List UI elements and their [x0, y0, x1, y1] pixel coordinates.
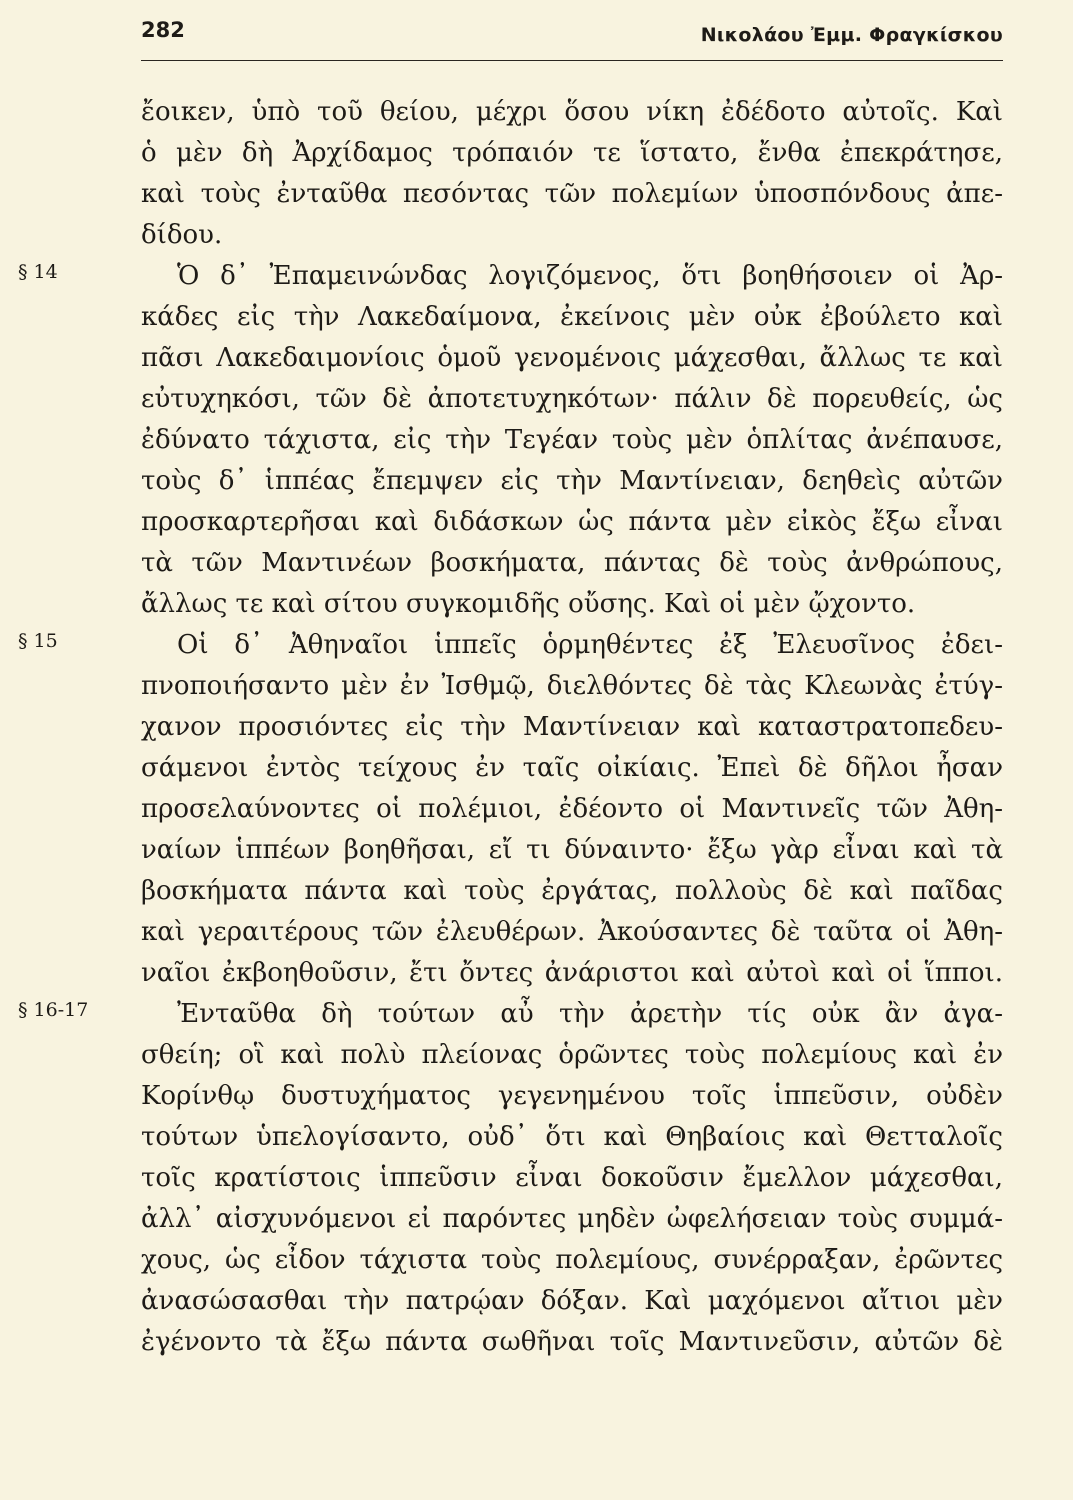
text-line: [18, 256, 1003, 297]
text-line: ἐγένοντο τὰ ἔξω πάντα σωθῆναι τοῖς Μαντινεῦσιν, αὐτῶν δὲ: [141, 1327, 1003, 1357]
paragraph: [18, 256, 1003, 625]
text-line: πᾶσι Λακεδαιμονίοις ὁμοῦ γενομένοις μάχεσθαι, ἄλλως τε καὶ: [141, 343, 1003, 373]
main-text: [18, 92, 1003, 1363]
text-line: σθείη; οἳ καὶ πολὺ πλείονας ὁρῶντες τοὺς πολεμίους καὶ ἐν: [141, 1040, 1003, 1070]
text-line: [18, 994, 1003, 1035]
text-line: δίδου.: [141, 220, 223, 250]
text-line: ἀλλ᾽ αἰσχυνόμενοι εἰ παρόντες μηδὲν ὠφελήσειαν τοὺς συμμά-: [141, 1204, 1003, 1234]
text-line: εὐτυχηκόσι, τῶν δὲ ἀποτετυχηκότων· πάλιν δὲ πορευθείς, ὡς: [141, 384, 1003, 414]
text-line: ναῖοι ἐκβοηθοῦσιν, ἔτι ὄντες ἀνάριστοι καὶ αὐτοὶ καὶ οἱ ἵπποι.: [141, 958, 1003, 988]
page-number: 282: [141, 18, 185, 42]
text-line-content: Ὁ δ᾽ Ἐπαμεινώνδας λογιζόμενος, ὅτι βοηθήσοιεν οἱ Ἀρ-: [177, 261, 1003, 291]
paragraph: [141, 92, 1003, 256]
text-line: χανον προσιόντες εἰς τὴν Μαντίνειαν καὶ καταστρατοπεδευ-: [141, 712, 1003, 742]
section-marker: § 15: [18, 630, 58, 652]
text-line: Κορίνθῳ δυστυχήματος γεγενημένου τοῖς ἱππεῦσιν, οὐδὲν: [141, 1081, 1003, 1111]
paragraph: [18, 625, 1003, 994]
text-line: ὁ μὲν δὴ Ἀρχίδαμος τρόπαιόν τε ἵστατο, ἔνθα ἐπεκράτησε,: [141, 138, 1003, 168]
section-marker: § 14: [18, 261, 58, 283]
text-line: ἐδύνατο τάχιστα, εἰς τὴν Τεγέαν τοὺς μὲν ὁπλίτας ἀνέπαυσε,: [141, 425, 1003, 455]
text-line: [18, 625, 1003, 666]
text-line: τοὺς δ᾽ ἱππέας ἔπεμψεν εἰς τὴν Μαντίνειαν, δεηθεὶς αὐτῶν: [141, 466, 1003, 496]
section-marker: § 16-17: [18, 999, 89, 1021]
text-line: προσελαύνοντες οἱ πολέμιοι, ἐδέοντο οἱ Μαντινεῖς τῶν Ἀθη-: [141, 794, 1003, 824]
text-line: βοσκήματα πάντα καὶ τοὺς ἐργάτας, πολλοὺς δὲ καὶ παῖδας: [141, 876, 1003, 906]
text-line: ἄλλως τε καὶ σίτου συγκομιδῆς οὔσης. Καὶ οἱ μὲν ᾤχοντο.: [141, 589, 916, 619]
paragraph: [18, 994, 1003, 1363]
text-line-content: Οἱ δ᾽ Ἀθηναῖοι ἱππεῖς ὁρμηθέντες ἐξ Ἐλευσῖνος ἐδει-: [177, 630, 1003, 660]
text-line: προσκαρτερῆσαι καὶ διδάσκων ὡς πάντα μὲν εἰκὸς ἔξω εἶναι: [141, 507, 1003, 537]
text-line: ἔοικεν, ὑπὸ τοῦ θείου, μέχρι ὅσου νίκη ἐδέδοτο αὐτοῖς. Καὶ: [141, 97, 1003, 127]
text-line-content: Ἐνταῦθα δὴ τούτων αὖ τὴν ἀρετὴν τίς οὐκ ἂν ἀγα-: [177, 999, 1003, 1029]
text-line: πνοποιήσαντο μὲν ἐν Ἰσθμῷ, διελθόντες δὲ τὰς Κλεωνὰς ἐτύγ-: [141, 671, 1003, 701]
text-line: ναίων ἱππέων βοηθῆσαι, εἴ τι δύναιντο· ἔξω γὰρ εἶναι καὶ τὰ: [141, 835, 1003, 865]
running-title: Νικολάου Ἐμμ. Φραγκίσκου: [700, 24, 1003, 46]
text-line: χους, ὡς εἶδον τάχιστα τοὺς πολεμίους, συνέρραξαν, ἐρῶντες: [141, 1245, 1003, 1275]
text-line: τὰ τῶν Μαντινέων βοσκήματα, πάντας δὲ τοὺς ἀνθρώπους,: [141, 548, 1003, 578]
page-header: [141, 16, 1003, 61]
text-line: σάμενοι ἐντὸς τείχους ἐν ταῖς οἰκίαις. Ἐπεὶ δὲ δῆλοι ἦσαν: [141, 753, 1003, 783]
text-line: ἀνασώσασθαι τὴν πατρῴαν δόξαν. Καὶ μαχόμενοι αἴτιοι μὲν: [141, 1286, 1003, 1316]
text-line: καὶ τοὺς ἐνταῦθα πεσόντας τῶν πολεμίων ὑποσπόνδους ἀπε-: [141, 179, 1003, 209]
text-line: καὶ γεραιτέρους τῶν ἐλευθέρων. Ἀκούσαντες δὲ ταῦτα οἱ Ἀθη-: [141, 917, 1003, 947]
text-line: κάδες εἰς τὴν Λακεδαίμονα, ἐκείνοις μὲν οὐκ ἐβούλετο καὶ: [141, 302, 1003, 332]
text-line: τοῖς κρατίστοις ἱππεῦσιν εἶναι δοκοῦσιν ἔμελλον μάχεσθαι,: [141, 1163, 1003, 1193]
text-line: τούτων ὑπελογίσαντο, οὐδ᾽ ὅτι καὶ Θηβαίοις καὶ Θετταλοῖς: [141, 1122, 1003, 1152]
